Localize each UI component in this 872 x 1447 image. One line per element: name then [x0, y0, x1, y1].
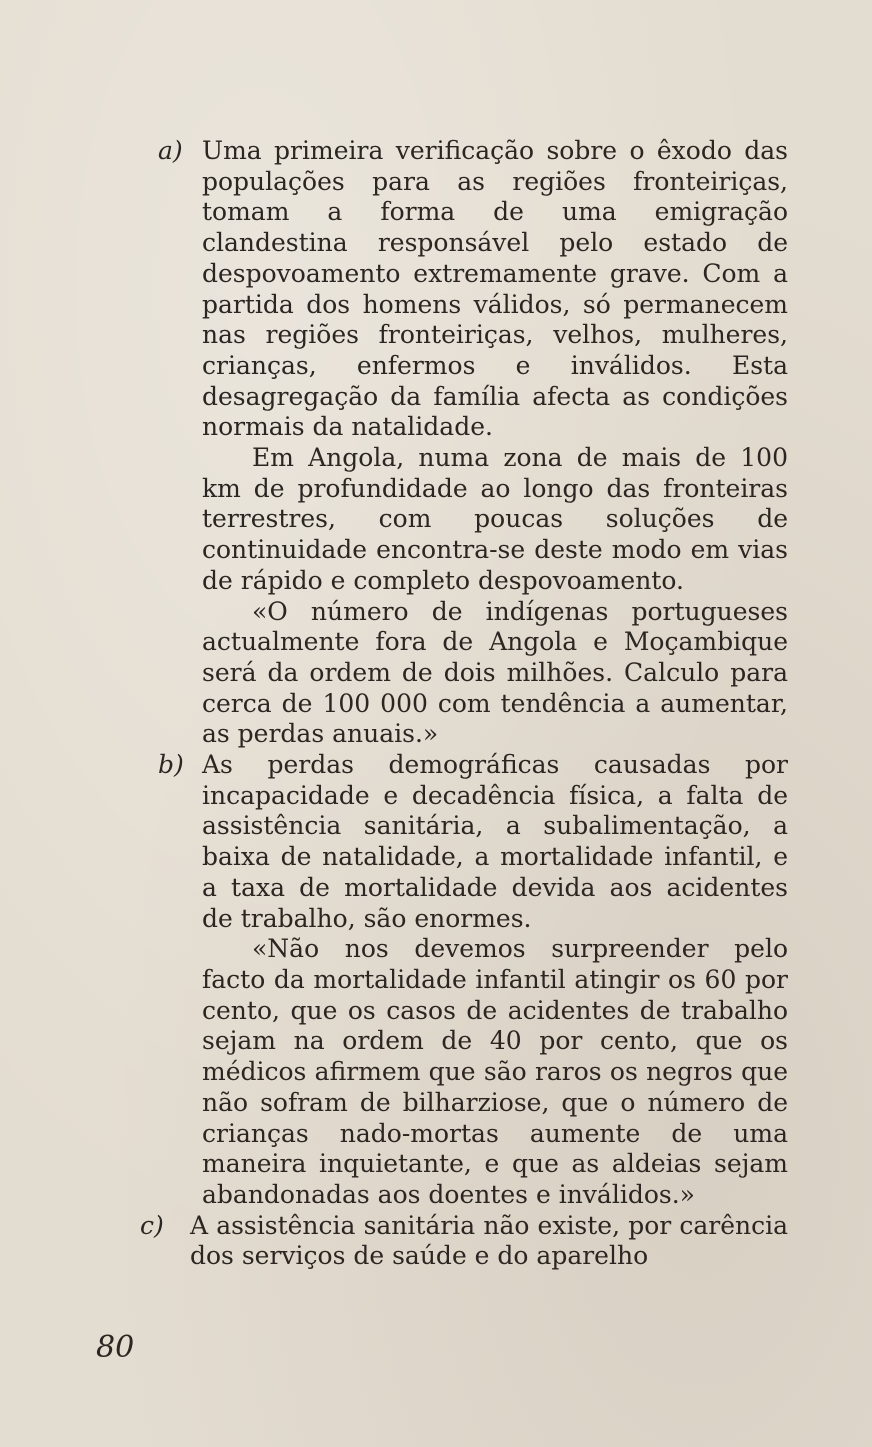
paragraph-a-1: Uma primeira verificação sobre o êxodo das populações para as regiões fronteiriças, tomam a forma de uma emigração clandestina responsável pelo estado de despovoamento extremamente grave. Com a partida dos homens válidos, só permanecem nas regiões fronteiriças, velhos, mulheres, crianças, enfermos e inválidos. Esta desagregação da família afecta as condições normais da natalidade. — [202, 136, 788, 442]
paragraph-a-2: Em Angola, numa zona de mais de 100 km de profundidade ao longo das fronteiras terrestres, com poucas soluções de continuidade encontra-se deste modo em vias de rápido e completo despovoamento. — [202, 443, 788, 595]
paragraph-c-1: A assistência sanitária não existe, por carência dos serviços de saúde e do aparelho — [190, 1210, 788, 1271]
body-text — [120, 136, 788, 1272]
list-item-c — [120, 1211, 788, 1272]
paragraph-b-2: «Não nos devemos surpreender pelo facto da mortalidade infantil atingir os 60 por cento, que os casos de acidentes de trabalho sejam na ordem de 40 por cento, que os médicos afirmem que são raros os negros que não sofram de bilharziose, que o número de crianças nado-mortas aumente de uma maneira inquietante, e que as aldeias sejam abandonadas aos doentes e inválidos.» — [202, 934, 788, 1209]
list-item-a — [120, 136, 788, 750]
list-item-b — [120, 750, 788, 1211]
page-number: 80 — [96, 1330, 135, 1365]
item-marker-b: b) — [158, 750, 184, 780]
item-marker-a: a) — [158, 136, 183, 165]
item-marker-c: c) — [140, 1210, 164, 1240]
paragraph-a-3: «O número de indígenas portugueses actualmente fora de Angola e Moçambique será da ordem de dois milhões. Calculo para cerca de 100 000 com tendência a aumentar, as perdas anuais.» — [202, 596, 788, 749]
paragraph-b-1: As perdas demográficas causadas por incapacidade e decadência física, a falta de assistência sanitária, a subalimentação, a baixa de natalidade, a mortalidade infantil, e a taxa de mortalidade devida aos acidentes de trabalho, são enormes. — [202, 750, 788, 933]
